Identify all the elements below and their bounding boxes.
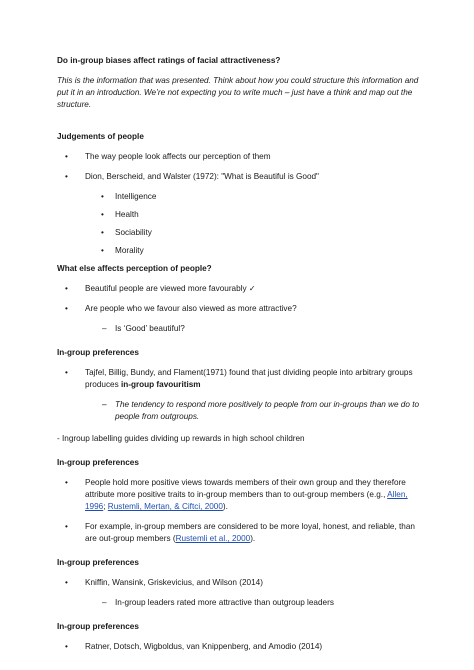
list-item <box>57 303 427 315</box>
dash-marker: – <box>102 324 107 333</box>
dash-item <box>57 597 427 609</box>
list-item-text: Ratner, Dotsch, Wigboldus, van Knippenberg, and Amodio (2014) <box>85 642 323 651</box>
list-item-text: Beautiful people are viewed more favourably <box>85 284 247 293</box>
list-item-text: For example, in-group members are considered to be more loyal, honest, and reliable, than are out-group members ( <box>85 522 415 543</box>
note-line: - Ingroup labelling guides dividing up rewards in high school children <box>57 434 305 443</box>
bullet-marker: • <box>65 368 68 377</box>
section-heading-judgements: Judgements of people <box>57 132 144 141</box>
sub-list-item <box>57 191 427 203</box>
bullet-marker: • <box>65 152 68 161</box>
bullet-marker: • <box>101 246 104 255</box>
definition-text: The tendency to respond more positively to people from our in-groups than we do to people from outgroups. <box>115 400 420 421</box>
section-heading-ingroup-3: In-group preferences <box>57 558 139 567</box>
dash-marker: – <box>102 598 107 607</box>
dash-item <box>57 399 427 423</box>
bullet-marker: • <box>65 172 68 181</box>
section-heading-ingroup-1: In-group preferences <box>57 348 139 357</box>
sub-list-item <box>57 227 427 239</box>
bullet-marker: • <box>65 522 68 531</box>
bullet-marker: • <box>101 210 104 219</box>
bullet-marker: • <box>101 228 104 237</box>
sub-list-item-text: Intelligence <box>115 192 157 201</box>
bullet-marker: • <box>65 642 68 651</box>
bullet-marker: • <box>65 304 68 313</box>
list-item-text: Kniffin, Wansink, Griskevicius, and Wilson (2014) <box>85 578 263 587</box>
list-item-text: Are people who we favour also viewed as more attractive? <box>85 304 297 313</box>
dash-item <box>57 323 427 335</box>
list-item <box>57 521 427 545</box>
check-icon: ✓ <box>248 284 256 293</box>
dash-marker: – <box>102 400 107 409</box>
list-item <box>57 641 427 653</box>
document-title: Do in-group biases affect ratings of facial attractiveness? <box>57 56 281 65</box>
section-heading-ingroup-2: In-group preferences <box>57 458 139 467</box>
section-heading-ingroup-4: In-group preferences <box>57 622 139 631</box>
list-item <box>57 171 427 183</box>
sub-list-item-text: Health <box>115 210 139 219</box>
list-item <box>57 367 427 391</box>
sub-list-item <box>57 209 427 221</box>
citation-close: ). <box>222 502 228 511</box>
bullet-marker: • <box>65 578 68 587</box>
list-item-text: Tajfel, Billig, Bundy, and Flament(1971) found that just dividing people into arbitrary groups produces <box>85 368 413 389</box>
section-heading-perception: What else affects perception of people? <box>57 264 212 273</box>
bullet-marker: • <box>65 284 68 293</box>
list-item-text: People hold more positive views towards members of their own group and they therefore attribute more positive traits to in-group members than to out-group members (e.g., <box>85 478 406 499</box>
citation-link-allen[interactable]: Allen, 1996 <box>85 490 408 511</box>
list-item <box>57 151 427 163</box>
bullet-marker: • <box>101 192 104 201</box>
sub-list-item-text: Sociability <box>115 228 152 237</box>
list-item <box>57 577 427 589</box>
dash-item-text: Is ‘Good’ beautiful? <box>115 324 185 333</box>
intro-paragraph: This is the information that was presented. Think about how you could structure this information and put it in an introduction. We’re not expecting you to write much – just have a think and map out the structure. <box>57 76 419 109</box>
document-body <box>57 55 427 653</box>
citation-link-rustemli-etal[interactable]: Rustemli et al., 2000 <box>175 534 251 543</box>
list-item <box>57 283 427 295</box>
sub-list-item <box>57 245 427 257</box>
list-item <box>57 477 427 513</box>
citation-close: ). <box>250 534 256 543</box>
list-item-text: Dion, Berscheid, and Walster (1972): "What is Beautiful is Good" <box>85 172 319 181</box>
dash-item-text: In-group leaders rated more attractive than outgroup leaders <box>115 598 334 607</box>
citation-link-rustemli[interactable]: Rustemli, Mertan, & Ciftci, 2000 <box>107 502 223 511</box>
citation-separator: ; <box>103 502 108 511</box>
sub-list-item-text: Morality <box>115 246 144 255</box>
key-term: in-group favouritism <box>120 380 201 389</box>
list-item-text: The way people look affects our perception of them <box>85 152 271 161</box>
bullet-marker: • <box>65 478 68 487</box>
